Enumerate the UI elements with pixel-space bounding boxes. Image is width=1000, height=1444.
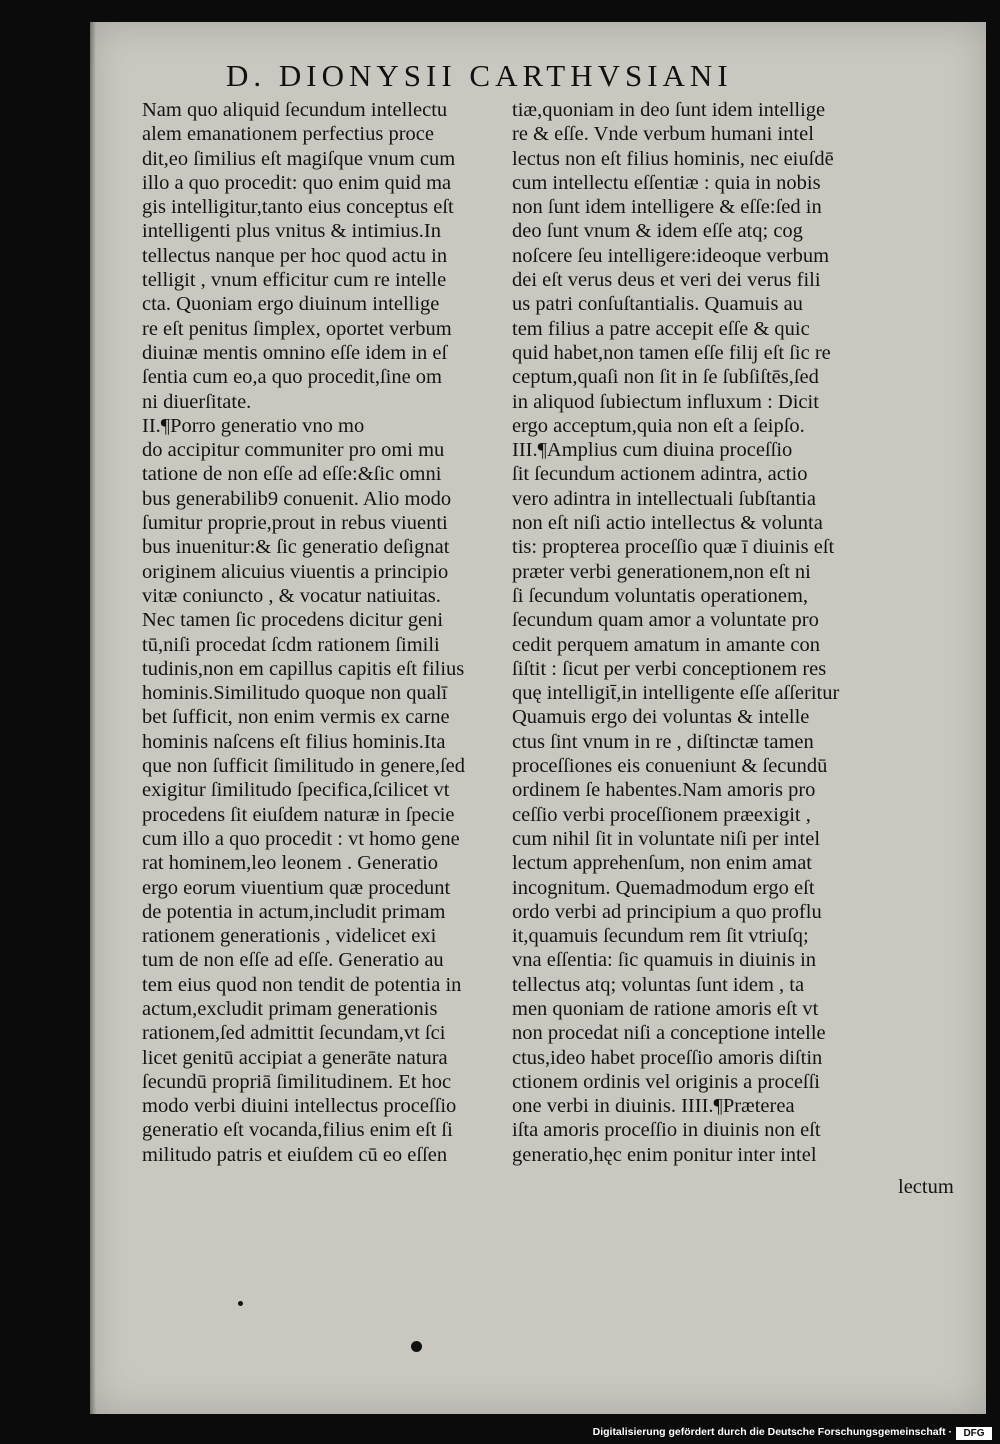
text-line: proceſſiones eis conueniunt & ſecundū <box>512 755 828 778</box>
text-line: II.¶Porro generatio vno mo <box>142 414 365 437</box>
text-line: cedit perquem amatum in amante con <box>512 633 820 656</box>
text-line: tellectus nanque per hoc quod actu in <box>142 244 448 267</box>
text-column-right <box>512 98 982 1167</box>
text-line: vna eſſentia: ſic quamuis in diuinis in <box>512 949 817 972</box>
text-line: non ſunt idem intelligere & eſſe:ſed in <box>512 196 822 219</box>
running-head: D. DIONYSII CARTHVSIANI <box>226 58 733 93</box>
text-line: ſiſtit : ſicut per verbi conceptionem res <box>512 657 827 680</box>
text-line: men quoniam de ratione amoris eſt vt <box>512 997 819 1020</box>
text-line: quę intelligit̄,in intelligente eſſe aſſeritur <box>512 682 840 705</box>
text-line: Nam quo aliquid ſecundum intellectu <box>142 99 448 121</box>
text-line: it,quamuis ſecundum rem ſit vtriuſq; <box>512 925 809 948</box>
text-line: ſi ſecundum voluntatis operationem, <box>512 584 809 607</box>
text-line: rationem generationis , videlicet exi <box>142 925 437 948</box>
text-line: tis: propterea proceſſio quæ ī diuinis eſt <box>512 536 835 559</box>
text-line: one verbi in diuinis. IIII.¶Præterea <box>512 1095 795 1118</box>
text-line: tatione de non eſſe ad eſſe:&ſic omni <box>142 463 442 486</box>
text-line: ordinem ſe habentes.Nam amoris pro <box>512 779 816 802</box>
text-line: tudinis,non em capillus capitis eſt filius <box>142 657 465 680</box>
text-line: ergo eorum viuentium quæ procedunt <box>142 876 451 899</box>
text-line: intelligenti plus vnitus & intimius.In <box>142 220 441 243</box>
text-line: ceptum,quaſi non ſit in ſe ſubſiſtēs,ſed <box>512 366 819 389</box>
text-line: tū,niſi procedat ſcdm rationem ſimili <box>142 633 440 656</box>
text-line: re eſt penitus ſimplex, oportet verbum <box>142 317 452 340</box>
text-line: bus inuenitur:& ſic generatio deſignat <box>142 536 450 559</box>
text-line: bet ſufficit, non enim vermis ex carne <box>142 706 450 729</box>
dfg-logo: DFG <box>956 1427 992 1440</box>
text-line: dit,eo ſimilius eſt magiſque vnum cum <box>142 147 456 170</box>
text-line: vero adintra in intellectuali ſubſtantia <box>512 487 816 510</box>
text-line: rat hominem,leo leonem . Generatio <box>142 852 439 875</box>
text-line: ſecundum quam amor a voluntate pro <box>512 609 819 632</box>
text-line: telligit , vnum efficitur cum re intelle <box>142 269 447 292</box>
text-line: procedens ſit eiuſdem naturæ in ſpecie <box>142 803 455 826</box>
text-line: ergo acceptum,quia non eſt a ſeipſo. <box>512 414 805 437</box>
text-line: de potentia in actum,includit primam <box>142 900 446 923</box>
text-line: bus generabilib9 conuenit. Alio modo <box>142 487 452 510</box>
text-line: diuinæ mentis omnino eſſe idem in eſ <box>142 341 448 364</box>
text-line: alem emanationem perfectius proce <box>142 123 434 146</box>
text-line: lectum apprehenſum, non enim amat <box>512 852 813 875</box>
page-edge-shadow <box>90 22 96 1414</box>
text-line: cum nihil ſit in voluntate niſi per intel <box>512 827 821 850</box>
text-line: præter verbi generationem,non eſt ni <box>512 560 811 583</box>
text-line: illo a quo procedit: quo enim quid ma <box>142 171 452 194</box>
text-line: Quamuis ergo dei voluntas & intelle <box>512 706 810 729</box>
text-line: III.¶Amplius cum diuina proceſſio <box>512 439 793 462</box>
text-line: vitæ coniuncto , & vocatur natiuitas. <box>142 584 441 607</box>
text-line: cum illo a quo procedit : vt homo gene <box>142 827 460 850</box>
text-line: ſit ſecundum actionem adintra, actio <box>512 463 808 486</box>
text-line: tellectus atq; voluntas ſunt idem , ta <box>512 973 805 996</box>
text-line: deo ſunt vnum & idem eſſe atq; cog <box>512 220 803 243</box>
text-line: ceſſio verbi proceſſionem præexigit , <box>512 803 811 826</box>
text-line: ctus ſint vnum in re , diſtinctæ tamen <box>512 730 814 753</box>
text-line: tem eius quod non tendit de potentia in <box>142 973 462 996</box>
text-line: ſentia cum eo,a quo procedit,ſine om <box>142 366 443 389</box>
text-line: ordo verbi ad principium a quo proflu <box>512 900 822 923</box>
text-line: non procedat niſi a conceptione intelle <box>512 1022 826 1045</box>
text-line: lectus non eſt filius hominis, nec eiuſdē <box>512 147 834 170</box>
text-line: cum intellectu eſſentiæ : quia in nobis <box>512 171 821 194</box>
text-line: que non ſufficit ſimilitudo in genere,ſed <box>142 755 465 778</box>
catchword: lectum <box>898 1176 954 1198</box>
text-line: exigitur ſimilitudo ſpecifica,ſcilicet vt <box>142 779 450 802</box>
text-line: re & eſſe. Vnde verbum humani intel <box>512 123 814 146</box>
text-line: ni diuerſitate. <box>142 390 252 413</box>
text-line: tum de non eſſe ad eſſe. Generatio au <box>142 949 444 972</box>
ink-speck <box>238 1301 243 1306</box>
text-line: rationem,ſed admittit ſecundam,vt ſci <box>142 1022 446 1045</box>
text-line: Nec tamen ſic procedens dicitur geni <box>142 609 444 632</box>
text-line: licet genitū accipiat a generāte natura <box>142 1046 448 1069</box>
text-line: generatio,hęc enim ponitur inter intel <box>512 1143 817 1166</box>
text-line: do accipitur communiter pro omi mu <box>142 439 445 462</box>
text-line: non eſt niſi actio intellectus & volunta <box>512 512 823 535</box>
text-line: hominis.Similitudo quoque non qualī <box>142 682 448 705</box>
text-line: in aliquod ſubiectum influxum : Dicit <box>512 390 819 413</box>
text-line: iſta amoris proceſſio in diuinis non eſt <box>512 1119 821 1142</box>
text-line: us patri conſuſtantialis. Quamuis au <box>512 293 803 316</box>
text-line: dei eſt verus deus et veri dei verus fili <box>512 269 821 292</box>
text-line: actum,excludit primam generationis <box>142 997 438 1020</box>
text-line: generatio eſt vocanda,filius enim eſt ſi <box>142 1119 453 1142</box>
text-line: ſecundū propriā ſimilitudinem. Et hoc <box>142 1070 452 1093</box>
text-line: ctus,ideo habet proceſſio amoris diſtin <box>512 1046 823 1069</box>
text-line: modo verbi diuini intellectus proceſſio <box>142 1095 457 1118</box>
text-line: noſcere ſeu intelligere:ideoque verbum <box>512 244 830 267</box>
text-line: incognitum. Quemadmodum ergo eſt <box>512 876 815 899</box>
footer-credit: Digitalisierung gefördert durch die Deutsche Forschungsgemeinschaft · <box>592 1426 952 1438</box>
text-line: hominis naſcens eſt filius hominis.Ita <box>142 730 446 753</box>
text-line: tiæ,quoniam in deo ſunt idem intellige <box>512 99 826 121</box>
text-line: originem alicuius viuentis a principio <box>142 560 449 583</box>
text-line: quid habet,non tamen eſſe filij eſt ſic re <box>512 341 831 364</box>
text-line: cta. Quoniam ergo diuinum intellige <box>142 293 440 316</box>
text-line: militudo patris et eiuſdem cū eo eſſen <box>142 1143 448 1166</box>
text-line: gis intelligitur,tanto eius conceptus eſt <box>142 196 454 219</box>
ink-blot <box>411 1341 422 1352</box>
text-line: ctionem ordinis vel originis a proceſſi <box>512 1070 821 1093</box>
text-line: tem filius a patre accepit eſſe & quic <box>512 317 810 340</box>
text-line: ſumitur proprie,prout in rebus viuenti <box>142 512 448 535</box>
